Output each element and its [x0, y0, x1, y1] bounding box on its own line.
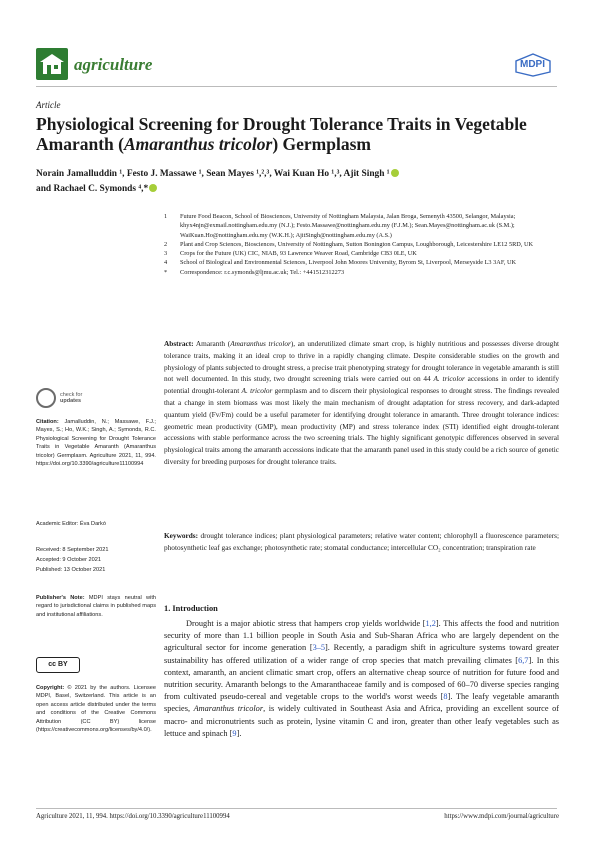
citation-link[interactable]: 3–5 — [312, 643, 326, 653]
citation-link[interactable]: 1,2 — [425, 619, 436, 628]
check-for-updates-icon[interactable] — [36, 388, 56, 408]
note-text: MDPI stays neutral with regard to jurisdictional claims in published maps and institutional affiliations. — [36, 595, 156, 618]
footer-citation: Agriculture 2021, 11, 994. https://doi.org/10.3390/agriculture11100994 — [36, 813, 230, 820]
publisher-note — [36, 594, 156, 619]
affiliation-number: * — [164, 268, 168, 276]
abstract-italic: A. tricolor — [433, 374, 465, 384]
intro-text: ]. Recently, a paradigm shift in agriculture systems toward greater sustainability has offered utilization of a wider range of crop species that match prevailing climates [ — [164, 643, 559, 665]
abstract-text: germplasm and to discern their physiological responses to drought stress. The findings revealed that a change in stem biomass was most likely the main mechanism of drought adaptation for stress recovery, and dark-adapted quantum yield (Fv/Fm) could be a useful parameter for identifying drought tolerance in amaranth. Three drought tolerance indices: geometric mean productivity (GMP), mean productivity (MP) and stress tolerance index (STI) identified eight drought-tolerant accessions with stable performance across the two screening trials. The highly significant genotypic differences observed in several physiological traits among the amaranth accessions indicate that the amaranth panel used in this study could be a rich source of genetic diversity for breeding purposes for drought tolerance traits. — [164, 386, 559, 466]
abstract-label: Abstract: — [164, 339, 194, 348]
intro-paragraph — [164, 618, 559, 740]
affiliations — [164, 212, 559, 277]
citation-link[interactable]: 6,7 — [518, 655, 529, 665]
intro-text: Drought is a major abiotic stress that hampers crop yields worldwide [ — [186, 619, 426, 628]
citation-label: Citation: — [36, 419, 59, 425]
abstract-italic: Amaranthus tricolor — [230, 339, 291, 348]
section-heading: 1. Introduction — [164, 604, 218, 613]
abstract-text: accessions in order to identify potential drought-tolerant — [164, 374, 560, 396]
intro-italic: Amaranthus tricolor — [193, 704, 264, 714]
abstract-text: Amaranth ( — [193, 339, 231, 348]
accepted-date: Accepted: 9 October 2021 — [36, 557, 101, 563]
title-species: Amaranthus tricolor — [123, 134, 273, 154]
footer-journal-link[interactable]: https://www.mdpi.com/journal/agriculture — [444, 813, 559, 820]
citation-link[interactable]: 8 — [443, 692, 448, 702]
intro-text: ]. In this context, amaranth, an ancient climatic smart crop, offers an alternative cheap source of nutrition for future food and nutrition security. Amaranth belongs to the Amaranthaceae family and is composed of 60–70 diverse species ranging from cultivated pseudo-cereal and vegetable crops to the world's worst weeds [ — [164, 655, 559, 702]
intro-text: ]. This affects the food and nutrition security of more than 1.1 billion people in South Asia and Sub-Sharan Africa who are largely dependent on the agricultural sector for income generation [ — [164, 619, 559, 653]
authors-line-1: Norain Jamalluddin ¹, Festo J. Massawe ¹, Sean Mayes ¹,²,³, Wai Kuan Ho ¹,³, Ajit Singh ¹ — [36, 169, 390, 179]
mdpi-logo-text: MDPI — [520, 59, 545, 70]
citation-link[interactable]: 9 — [232, 728, 237, 738]
affiliation-item — [164, 240, 559, 249]
cc-by-license-icon[interactable]: cc BY — [36, 657, 80, 673]
keywords-label: Keywords: — [164, 531, 199, 540]
title-text: Physiological Screening for Drought Tolerance Traits in Vegetable Amaranth ( — [36, 114, 527, 154]
check-for-updates-link[interactable] — [60, 392, 82, 404]
affiliation-text: School of Biological and Environmental Sciences, Liverpool John Moores University, Byrom St, Liverpool, Merseyside L3 3AF, UK — [180, 259, 517, 267]
check-line-1: check for — [60, 392, 83, 398]
copyright-text: © 2021 by the authors. Licensee MDPI, Basel, Switzerland. This article is an open access article distributed under the terms and conditions of the Creative Commons Attribution (CC BY) license (https://creativecommons.org/licenses/by/4.0/). — [36, 685, 156, 734]
intro-text: , is widely cultivated in Southeast Asia and Africa, providing an excellent source of macro- and micronutrients such as protein, lysine vitamin C and iron, greater than other leafy vegetables such as lettuce and spinach [ — [164, 704, 559, 738]
affiliation-item — [164, 268, 559, 277]
affiliation-number: 1 — [164, 213, 168, 220]
affiliation-text: Crops for the Future (UK) CIC, NIAB, 93 Lawrence Weaver Road, Cambridge CB3 0LE, UK — [180, 250, 417, 258]
copyright-block — [36, 684, 156, 734]
title-text-end: ) Germplasm — [272, 134, 371, 154]
orcid-icon[interactable] — [149, 184, 157, 192]
received-date: Received: 8 September 2021 — [36, 547, 109, 553]
affiliation-item — [164, 258, 559, 267]
correspondence-text: Correspondence: r.c.symonds@ljmu.ac.uk; Tel.: +441512312273 — [180, 268, 345, 276]
keywords-text: drought tolerance indices; plant physiological parameters; relative water content; chlorophyll a fluorescence parameters; photosynthetic leaf gas exchange; photosynthetic rate; stomatal conductance; intercellular CO₂ concentration; transpiration rate — [164, 531, 559, 552]
barn-icon — [36, 48, 68, 80]
citation-text: Jamalluddin, N.; Massawe, F.J.; Mayes, S.; Ho, W.K.; Singh, A.; Symonds, R.C. Physiological Screening for Drought Tolerance Traits in Vegetable Amaranth (Amaranthus tricolor) Germplasm. Agriculture 2021, 11, 994. https://doi.org/10.3390/agriculture11100994 — [36, 419, 156, 468]
affiliation-text: Future Food Beacon, School of Biosciences, University of Nottingham Malaysia, Jalan Broga, Semenyih 43500, Selangor, Malaysia; khyx4njn@exmail.nottingham.edu.my (N.J.); Festo.Massawe@nottingham.edu.my (F.J.M.); Sean.Mayes@nottingham.ac.uk (S.M.); WaiKuan.Ho@nottingham.edu.my (W.K.H.); AjitSingh@nottingham.edu.my (A.S.) — [180, 213, 516, 239]
abstract-italic: A. tricolor — [241, 386, 273, 396]
abstract — [164, 338, 559, 468]
citation-block — [36, 418, 156, 468]
header-divider — [36, 86, 557, 87]
academic-editor: Academic Editor: Éva Darkó — [36, 521, 106, 527]
affiliation-number: 2 — [164, 240, 168, 248]
orcid-icon[interactable] — [391, 169, 399, 177]
intro-text: ]. The leafy vegetable amaranth species, — [164, 692, 559, 714]
intro-text: ]. — [236, 728, 242, 738]
affiliation-item — [164, 212, 559, 240]
affiliation-text: Plant and Crop Sciences, Biosciences, University of Nottingham, Sutton Bonington Campus, Loughborough, Leicestershire LE12 5RD, UK — [180, 240, 534, 248]
journal-name: agriculture — [74, 55, 153, 74]
article-title — [36, 114, 556, 154]
abstract-text: ), an underutilized climate smart crop, is highly nutritious and possesses diverse drought tolerance traits, making it an ideal crop to thrive in a rapidly changing climate. Despite considerable studies on the growth and physiology of plants subjected to drought stress, a precise trait phenotyping strategy for drought tolerance in vegetable amaranth is still not well documented. In this study, two drought screening trials were carried out on 44 — [164, 339, 560, 384]
author-list — [36, 167, 556, 197]
authors-line-2: and Rachael C. Symonds ⁴,* — [36, 184, 149, 194]
mdpi-logo — [514, 53, 552, 77]
journal-logo — [36, 48, 68, 80]
note-label: Publisher's Note: — [36, 595, 85, 601]
footer-divider — [36, 808, 557, 809]
article-type: Article — [36, 100, 61, 110]
affiliation-number: 4 — [164, 259, 168, 267]
published-date: Published: 13 October 2021 — [36, 567, 106, 573]
check-line-2: updates — [60, 398, 82, 404]
affiliation-item — [164, 249, 559, 258]
copyright-label: Copyright: — [36, 685, 65, 691]
affiliation-number: 3 — [164, 250, 168, 258]
keywords — [164, 530, 559, 554]
